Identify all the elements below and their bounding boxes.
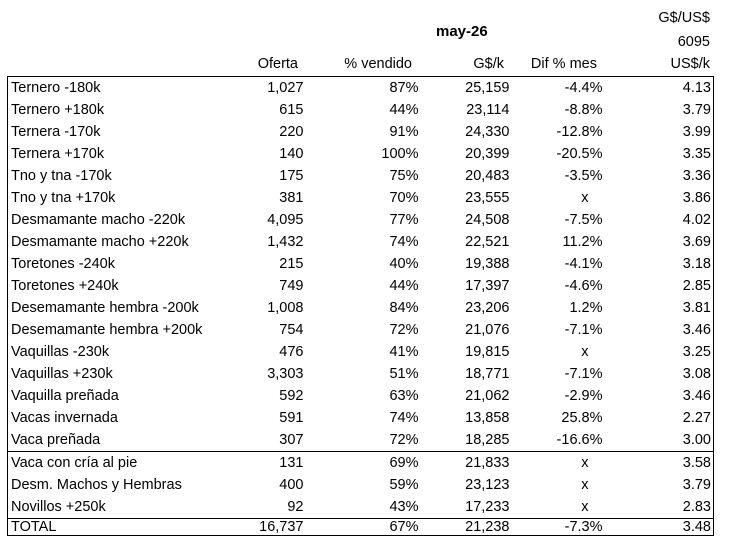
table-row — [8, 452, 714, 475]
table-row — [8, 209, 714, 231]
table-row — [8, 429, 714, 452]
row-usd: 3.99 — [605, 121, 714, 143]
row-oferta: 381 — [279, 190, 304, 206]
row-gk: 20,483 — [465, 168, 510, 184]
row-usd: 3.35 — [605, 143, 714, 165]
row-dif: -8.8% — [564, 102, 603, 118]
row-category: Desemamante hembra +200k — [8, 319, 223, 341]
row-gk: 21,833 — [421, 452, 512, 475]
row-gk: 19,815 — [465, 344, 510, 360]
row-dif: -7.1% — [564, 366, 603, 382]
column-header-dif: Dif % mes — [530, 56, 597, 72]
row-oferta: 131 — [223, 452, 306, 475]
row-dif: -4.6% — [564, 278, 603, 294]
row-dif: x — [581, 499, 589, 515]
period-label: may-26 — [436, 23, 488, 40]
table-row — [8, 187, 714, 209]
row-category: Vaquillas +230k — [8, 363, 223, 385]
row-category: Desemamante hembra -200k — [8, 297, 223, 319]
row-dif: -4.1% — [564, 256, 603, 272]
row-dif: 1.2% — [569, 300, 603, 316]
row-oferta: 476 — [279, 344, 304, 360]
row-category: Vaquillas -230k — [8, 341, 223, 363]
row-oferta: 175 — [279, 168, 304, 184]
table-row — [8, 121, 714, 143]
total-row — [8, 519, 714, 536]
row-dif: -7.5% — [564, 212, 603, 228]
row-vendido: 40% — [389, 256, 419, 272]
row-vendido: 72% — [389, 322, 419, 338]
column-header-usd: US$/k — [670, 56, 710, 72]
row-dif: 25.8% — [561, 410, 603, 426]
table-row — [8, 385, 714, 407]
row-oferta: 3,303 — [267, 366, 304, 382]
row-category: Ternera -170k — [8, 121, 223, 143]
row-usd: 3.18 — [605, 253, 714, 275]
column-header-oferta: Oferta — [257, 56, 298, 72]
row-oferta: 592 — [279, 388, 304, 404]
total-dif: -7.3% — [512, 519, 605, 536]
table-body — [8, 77, 714, 519]
row-dif: -3.5% — [564, 168, 603, 184]
table-row — [8, 231, 714, 253]
row-oferta: 307 — [279, 432, 304, 448]
row-usd: 3.36 — [605, 165, 714, 187]
row-dif: -7.1% — [564, 322, 603, 338]
row-category: Vaquilla preñada — [8, 385, 223, 407]
total-oferta: 16,737 — [223, 519, 306, 536]
row-gk: 18,771 — [465, 366, 510, 382]
column-header-vendido: % vendido — [344, 56, 412, 72]
total-usd: 3.48 — [605, 519, 714, 536]
row-category: Vaca con cría al pie — [8, 452, 223, 475]
row-category: Novillos +250k — [8, 496, 223, 519]
row-usd: 3.58 — [605, 452, 714, 475]
row-dif: -4.4% — [512, 77, 605, 100]
row-vendido: 44% — [389, 278, 419, 294]
table-row — [8, 165, 714, 187]
row-oferta: 1,432 — [267, 234, 304, 250]
row-usd: 4.13 — [605, 77, 714, 100]
row-vendido: 84% — [389, 300, 419, 316]
row-vendido: 43% — [389, 499, 419, 515]
row-category: Vacas invernada — [8, 407, 223, 429]
table-row — [8, 99, 714, 121]
row-vendido: 100% — [381, 146, 419, 162]
total-vendido: 67% — [306, 519, 421, 536]
row-dif: x — [581, 477, 589, 493]
row-category: Desm. Machos y Hembras — [8, 474, 223, 496]
row-usd: 2.27 — [605, 407, 714, 429]
row-usd: 3.69 — [605, 231, 714, 253]
row-vendido: 51% — [389, 366, 419, 382]
row-vendido: 59% — [389, 477, 419, 493]
row-vendido: 41% — [389, 344, 419, 360]
row-dif: -2.9% — [564, 388, 603, 404]
table-row — [8, 319, 714, 341]
row-gk: 23,123 — [465, 477, 510, 493]
row-oferta: 749 — [279, 278, 304, 294]
row-usd: 3.46 — [605, 385, 714, 407]
row-oferta: 215 — [279, 256, 304, 272]
row-gk: 17,397 — [465, 278, 510, 294]
row-vendido: 63% — [389, 388, 419, 404]
price-table — [7, 76, 714, 536]
row-dif: -16.6% — [556, 432, 603, 448]
table-row — [8, 407, 714, 429]
table-row — [8, 363, 714, 385]
row-usd: 2.83 — [605, 496, 714, 519]
column-header-gk: G$/k — [473, 56, 504, 72]
row-oferta: 754 — [279, 322, 304, 338]
row-oferta: 92 — [287, 499, 304, 515]
row-usd: 3.79 — [605, 474, 714, 496]
row-gk: 24,330 — [465, 124, 510, 140]
row-gk: 21,076 — [465, 322, 510, 338]
row-vendido: 91% — [389, 124, 419, 140]
row-usd: 3.00 — [605, 429, 714, 452]
row-usd: 3.86 — [605, 187, 714, 209]
row-usd: 2.85 — [605, 275, 714, 297]
row-gk: 24,508 — [465, 212, 510, 228]
table-row — [8, 474, 714, 496]
row-vendido: 74% — [389, 234, 419, 250]
row-gk: 21,062 — [465, 388, 510, 404]
exchange-rate-label: G$/US$ — [658, 10, 710, 26]
row-category: Tno y tna -170k — [8, 165, 223, 187]
row-dif: -12.8% — [556, 124, 603, 140]
table-row — [8, 143, 714, 165]
row-category: Ternero +180k — [8, 99, 223, 121]
row-vendido: 69% — [306, 452, 421, 475]
row-category: Toretones -240k — [8, 253, 223, 275]
row-oferta: 591 — [279, 410, 304, 426]
row-vendido: 44% — [389, 102, 419, 118]
row-category: Toretones +240k — [8, 275, 223, 297]
table-row — [8, 275, 714, 297]
row-dif: x — [512, 452, 605, 475]
row-oferta: 400 — [279, 477, 304, 493]
row-gk: 19,388 — [465, 256, 510, 272]
row-category: Tno y tna +170k — [8, 187, 223, 209]
row-gk: 17,233 — [465, 499, 510, 515]
row-category: Desmamante macho +220k — [8, 231, 223, 253]
row-dif: -20.5% — [556, 146, 603, 162]
row-category: Desmamante macho -220k — [8, 209, 223, 231]
row-oferta: 1,008 — [267, 300, 304, 316]
table-row — [8, 341, 714, 363]
row-usd: 3.25 — [605, 341, 714, 363]
table-row — [8, 253, 714, 275]
row-usd: 4.02 — [605, 209, 714, 231]
row-gk: 23,555 — [465, 190, 510, 206]
row-dif: 11.2% — [562, 234, 603, 250]
row-gk: 18,285 — [465, 432, 510, 448]
row-usd: 3.81 — [605, 297, 714, 319]
row-gk: 22,521 — [465, 234, 510, 250]
row-gk: 13,858 — [465, 410, 510, 426]
row-usd: 3.46 — [605, 319, 714, 341]
row-oferta: 615 — [279, 102, 304, 118]
row-oferta: 140 — [279, 146, 304, 162]
row-vendido: 72% — [389, 432, 419, 448]
row-gk: 23,114 — [466, 102, 510, 118]
row-gk: 23,206 — [465, 300, 510, 316]
row-vendido: 87% — [306, 77, 421, 100]
row-usd: 3.79 — [605, 99, 714, 121]
row-category: Vaca preñada — [8, 429, 223, 452]
row-usd: 3.08 — [605, 363, 714, 385]
row-category: Ternera +170k — [8, 143, 223, 165]
table-row — [8, 77, 714, 100]
row-vendido: 70% — [389, 190, 419, 206]
table-row — [8, 297, 714, 319]
row-dif: x — [581, 190, 589, 206]
total-label: TOTAL — [8, 519, 223, 536]
row-vendido: 75% — [389, 168, 419, 184]
row-oferta: 1,027 — [223, 77, 306, 100]
row-vendido: 77% — [389, 212, 419, 228]
total-gk: 21,238 — [421, 519, 512, 536]
row-oferta: 4,095 — [267, 212, 304, 228]
exchange-rate-value: 6095 — [677, 34, 710, 50]
table-row — [8, 496, 714, 519]
row-oferta: 220 — [279, 124, 304, 140]
row-gk: 25,159 — [421, 77, 512, 100]
row-gk: 20,399 — [465, 146, 510, 162]
row-dif: x — [581, 344, 589, 360]
row-vendido: 74% — [389, 410, 419, 426]
row-category: Ternero -180k — [8, 77, 223, 100]
